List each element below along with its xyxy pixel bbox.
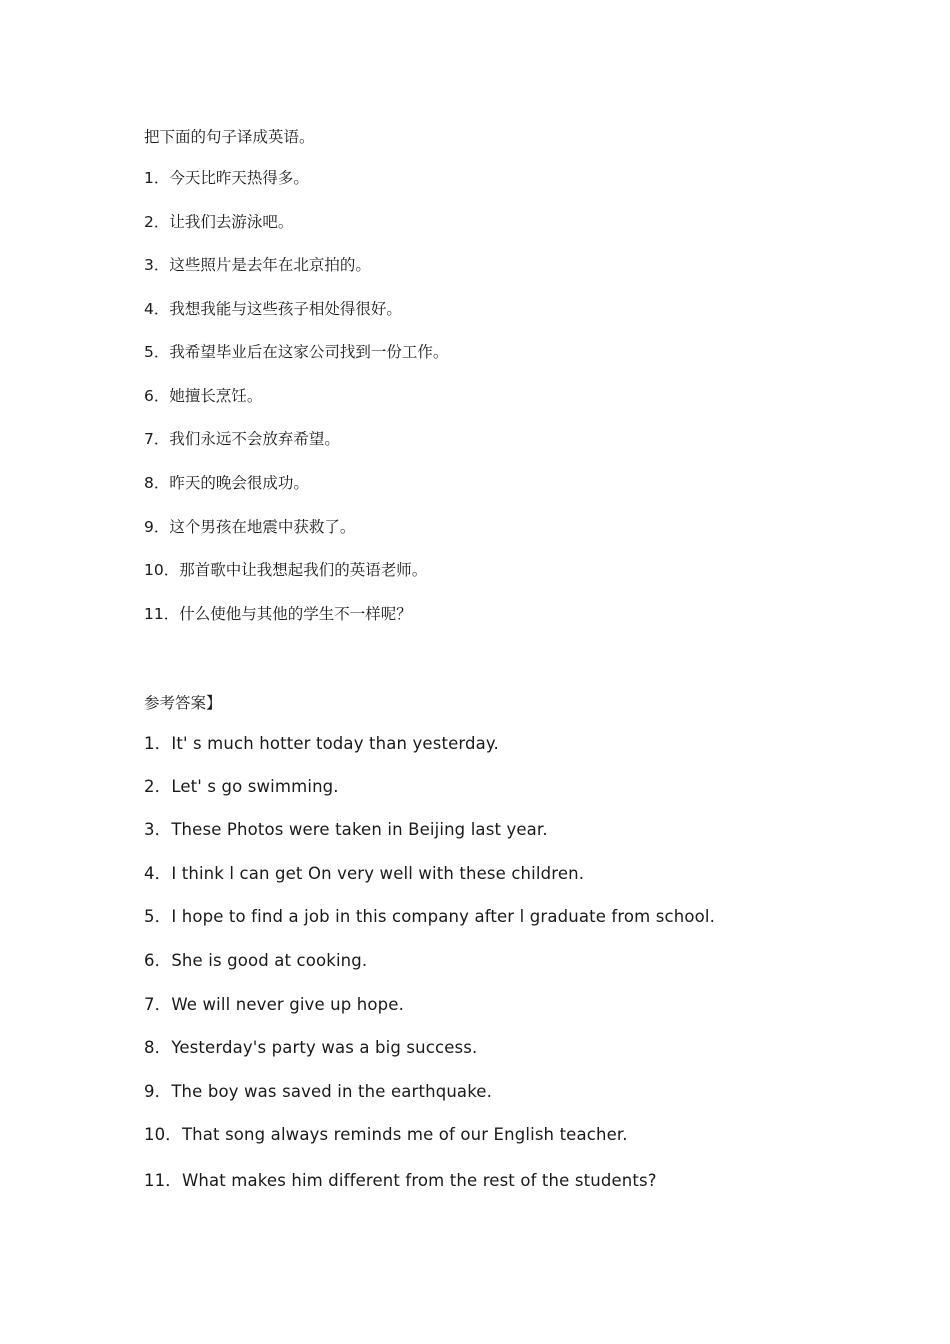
answer-number: 6．	[144, 951, 172, 970]
question-text: 她擅长烹饪。	[169, 387, 263, 405]
answers-heading: 参考答案】	[144, 694, 222, 712]
answer-item	[144, 864, 584, 884]
question-number: 8．	[144, 474, 170, 492]
answer-item	[144, 951, 367, 971]
answer-text: Yesterday's party was a big success.	[171, 1038, 478, 1057]
answer-item	[144, 1082, 492, 1102]
question-item	[144, 299, 402, 319]
answer-number: 4．	[144, 864, 172, 883]
question-item	[144, 517, 355, 537]
question-text: 我们永远不会放弃希望。	[169, 430, 340, 448]
question-item	[144, 212, 293, 232]
questions-heading: 把下面的句子译成英语。	[144, 128, 315, 146]
question-number: 1．	[144, 169, 170, 187]
answer-text: What makes him different from the rest of the students?	[181, 1171, 657, 1190]
answer-text: The boy was saved in the earthquake.	[171, 1082, 493, 1101]
answer-text: Let' s go swimming.	[171, 777, 339, 796]
question-number: 9．	[144, 518, 170, 536]
question-number: 10．	[144, 561, 180, 579]
question-item	[144, 386, 262, 406]
question-item	[144, 255, 371, 275]
answer-number: 9．	[144, 1082, 172, 1101]
question-item	[144, 604, 412, 624]
question-text: 什么使他与其他的学生不一样呢？	[179, 605, 412, 623]
question-number: 5．	[144, 343, 170, 361]
answer-item	[144, 734, 499, 754]
answer-item	[144, 1171, 657, 1191]
answer-item	[144, 907, 715, 927]
answer-number: 10．	[144, 1125, 182, 1144]
answer-item	[144, 1038, 477, 1058]
answer-text: I hope to find a job in this company after l graduate from school.	[171, 907, 715, 926]
question-text: 昨天的晚会很成功。	[169, 474, 309, 492]
answer-number: 3．	[144, 820, 172, 839]
question-text: 那首歌中让我想起我们的英语老师。	[179, 561, 428, 579]
answer-item	[144, 1125, 628, 1145]
answer-text: These Photos were taken in Beijing last year.	[171, 820, 548, 839]
question-text: 让我们去游泳吧。	[169, 213, 294, 231]
question-item	[144, 560, 427, 580]
answer-text: We will never give up hope.	[171, 995, 404, 1014]
question-text: 这个男孩在地震中获救了。	[169, 518, 356, 536]
question-item	[144, 473, 309, 493]
answer-number: 11．	[144, 1171, 182, 1190]
answer-number: 1．	[144, 734, 172, 753]
question-text: 今天比昨天热得多。	[169, 169, 309, 187]
answer-text: She is good at cooking.	[171, 951, 368, 970]
question-text: 我希望毕业后在这家公司找到一份工作。	[169, 343, 449, 361]
question-item	[144, 168, 309, 188]
answer-item	[144, 820, 548, 840]
question-text: 我想我能与这些孩子相处得很好。	[169, 300, 402, 318]
answer-number: 8．	[144, 1038, 172, 1057]
question-text: 这些照片是去年在北京拍的。	[169, 256, 371, 274]
answer-number: 5．	[144, 907, 172, 926]
question-number: 6．	[144, 387, 170, 405]
answer-text: That song always reminds me of our English teacher.	[181, 1125, 628, 1144]
answer-number: 7．	[144, 995, 172, 1014]
question-number: 4．	[144, 300, 170, 318]
question-item	[144, 429, 340, 449]
answer-item	[144, 777, 339, 797]
answer-number: 2．	[144, 777, 172, 796]
question-number: 2．	[144, 213, 170, 231]
answer-text: I think l can get On very well with these children.	[171, 864, 585, 883]
question-item	[144, 342, 448, 362]
question-number: 7．	[144, 430, 170, 448]
question-number: 3．	[144, 256, 170, 274]
question-number: 11．	[144, 605, 180, 623]
answer-item	[144, 995, 404, 1015]
answer-text: It' s much hotter today than yesterday.	[171, 734, 499, 753]
